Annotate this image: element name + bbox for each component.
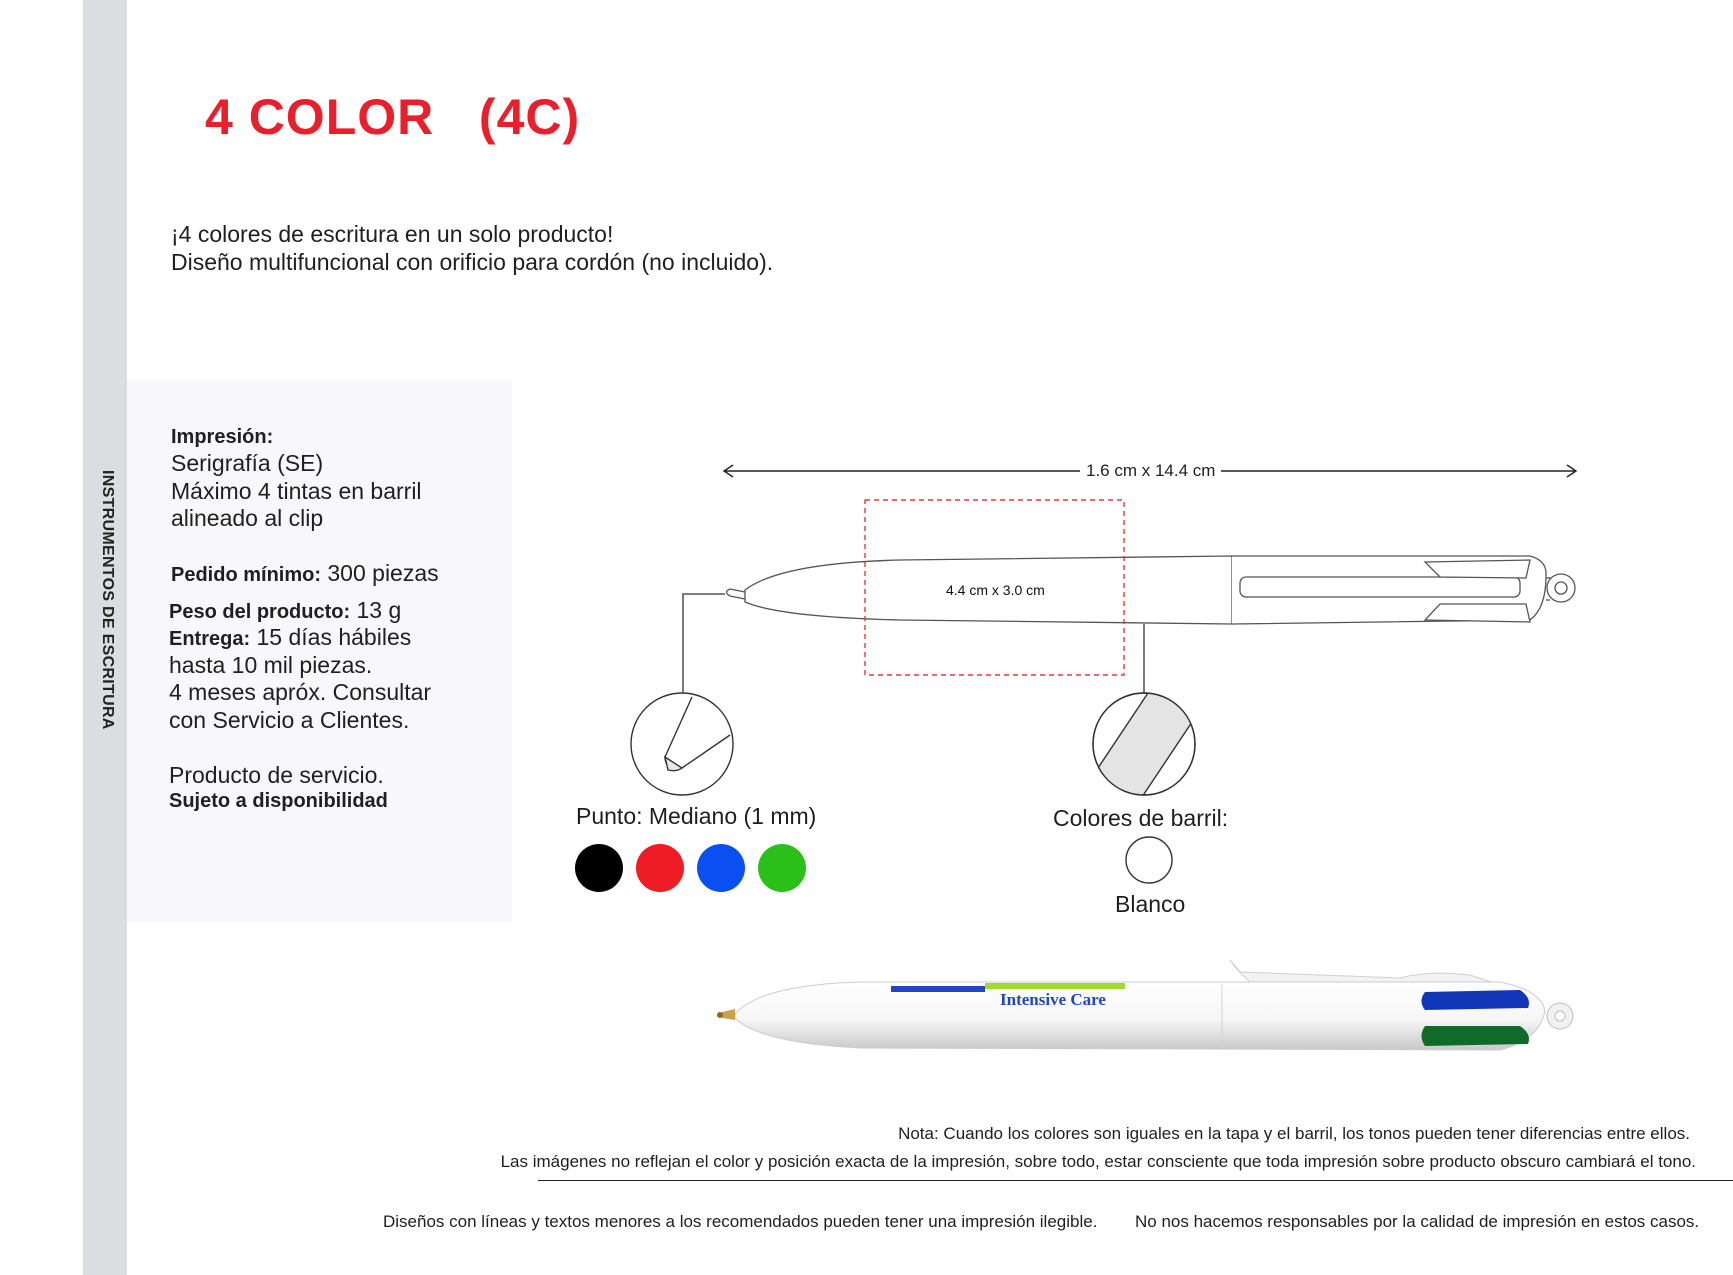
barrel-colors-label: Colores de barril: <box>1053 805 1229 831</box>
product-title: 4 COLOR (4C) <box>205 89 581 145</box>
note-line-2: Las imágenes no reflejan el color y posición exacta de la impresión, sobre todo, estar consciente que toda impresión sobre producto obscuro cambiará el tono. <box>500 1152 1696 1171</box>
point-value: Mediano (1 mm) <box>648 803 817 829</box>
peso-label: Peso del producto: <box>169 601 351 623</box>
footer-left-note: Diseños con líneas y textos menores a los recomendados pueden tener una impresión ilegible. <box>383 1212 1098 1231</box>
disponibilidad-line: Sujeto a disponibilidad <box>169 790 388 812</box>
impresion-line-1: Serigrafía (SE) <box>171 450 324 476</box>
description-line-2: Diseño multifuncional con orificio para cordón (no incluido). <box>171 249 774 275</box>
barrel-color-name: Blanco <box>1115 891 1186 917</box>
impresion-line-2: Máximo 4 tintas en barril <box>171 478 422 504</box>
entrega-line-4: con Servicio a Clientes. <box>169 707 410 733</box>
sample-logo-text: Intensive Care <box>1000 990 1106 1009</box>
description-line-1: ¡4 colores de escritura en un solo producto! <box>171 221 614 247</box>
pedido-label: Pedido mínimo: <box>171 564 321 586</box>
notes-divider <box>538 1180 1733 1181</box>
pedido-value: 300 piezas <box>327 560 439 586</box>
impresion-label: Impresión: <box>171 426 274 448</box>
note-line-1: Nota: Cuando los colores son iguales en la tapa y el barril, los tonos pueden tener diferencias entre ellos. <box>898 1124 1690 1143</box>
entrega-value: 15 días hábiles <box>256 624 412 650</box>
point-label: Punto: <box>576 803 643 829</box>
entrega-line-2: hasta 10 mil piezas. <box>169 652 373 678</box>
peso-value: 13 g <box>356 597 402 623</box>
overall-size-label: 1.6 cm x 14.4 cm <box>1080 461 1221 481</box>
impresion-line-3: alineado al clip <box>171 505 324 531</box>
category-label: INSTRUMENTOS DE ESCRITURA <box>99 470 116 730</box>
footer-right-note: No nos hacemos responsables por la calidad de impresión en estos casos. <box>1135 1212 1700 1231</box>
entrega-line-3: 4 meses apróx. Consultar <box>169 679 432 705</box>
entrega-label: Entrega: <box>169 628 251 650</box>
print-area-label: 4.4 cm x 3.0 cm <box>946 582 1045 598</box>
servicio-line: Producto de servicio. <box>169 762 384 788</box>
